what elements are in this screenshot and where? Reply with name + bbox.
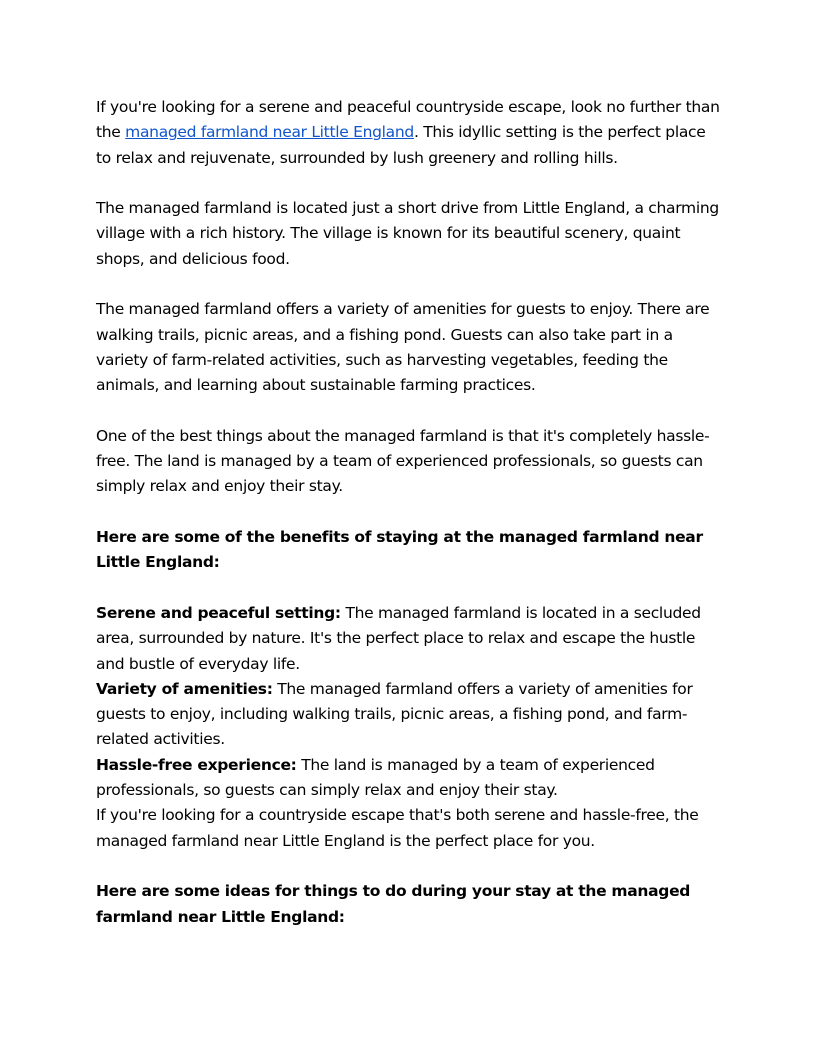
benefits-closing-paragraph: If you're looking for a countryside escape that's both serene and hassle-free, the managed farmland near Little England is the perfect place for you. bbox=[96, 806, 699, 850]
intro-text-before-link: If you're looking for a serene and peaceful countryside escape, look no further than the bbox=[96, 98, 720, 142]
benefits-heading: Here are some of the benefits of staying at the managed farmland near Little England: bbox=[96, 528, 703, 572]
intro-text-after-link: . This idyllic setting is the perfect place to relax and rejuvenate, surrounded by lush greenery and rolling hills. bbox=[96, 123, 706, 167]
benefit-item bbox=[96, 753, 724, 804]
amenities-paragraph: The managed farmland offers a variety of amenities for guests to enjoy. There are walking trails, picnic areas, and a fishing pond. Guests can also take part in a variety of farm-related activities, such as harvesting vegetables, feeding the animals, and learning about sustainable farming practices. bbox=[96, 300, 710, 395]
hassle-free-paragraph: One of the best things about the managed farmland is that it's completely hassle-free. The land is managed by a team of experienced professionals, so guests can simply relax and enjoy their stay. bbox=[96, 426, 710, 496]
benefit-label: Serene and peaceful setting: bbox=[96, 603, 341, 622]
ideas-heading: Here are some ideas for things to do during your stay at the managed farmland near Little England: bbox=[96, 882, 691, 926]
benefit-text: The land is managed by a team of experienced professionals, so guests can simply relax and enjoy their stay. bbox=[96, 755, 655, 800]
location-paragraph: The managed farmland is located just a short drive from Little England, a charming village with a rich history. The village is known for its beautiful scenery, quaint shops, and delicious food. bbox=[96, 199, 719, 268]
benefit-label: Variety of amenities: bbox=[96, 679, 273, 698]
farmland-link[interactable]: managed farmland near Little England bbox=[125, 123, 414, 142]
benefit-item bbox=[96, 677, 724, 753]
benefit-item bbox=[96, 601, 724, 677]
intro-paragraph bbox=[96, 95, 724, 171]
document-body bbox=[96, 95, 724, 955]
benefit-label: Hassle-free experience: bbox=[96, 755, 297, 774]
benefit-text: The managed farmland is located in a secluded area, surrounded by nature. It's the perfect place to relax and escape the hustle and bustle of everyday life. bbox=[96, 603, 701, 673]
benefit-text: The managed farmland offers a variety of amenities for guests to enjoy, including walking trails, picnic areas, a fishing pond, and farm-related activities. bbox=[96, 679, 693, 749]
